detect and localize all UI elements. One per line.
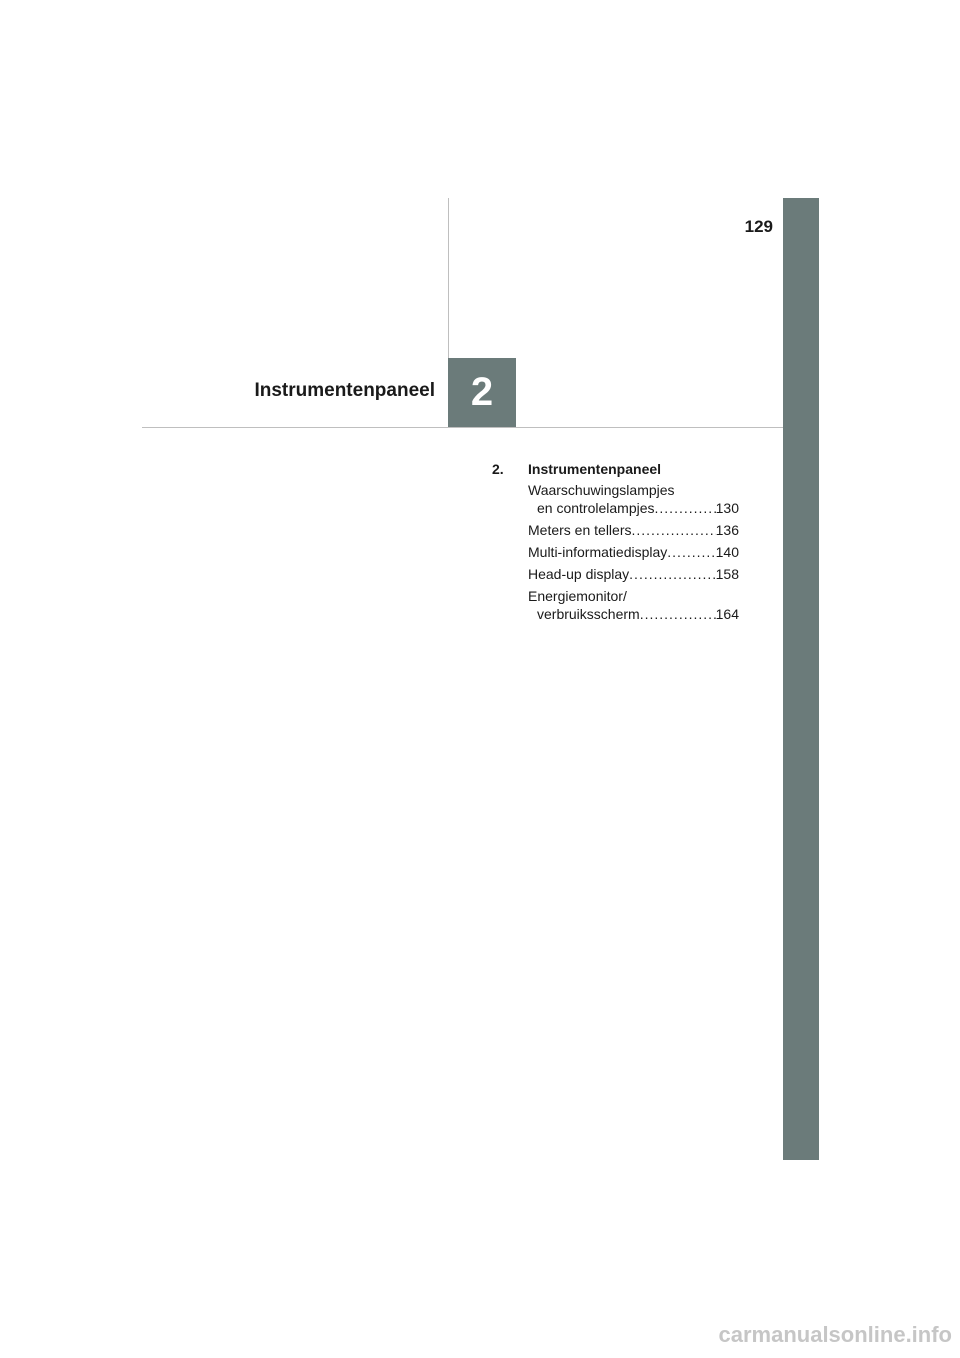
- leader-dots: [655, 499, 716, 517]
- toc-entry-warning-lamps[interactable]: [528, 481, 739, 517]
- leader-dots: [640, 605, 716, 623]
- side-chapter-tab: [783, 198, 819, 1160]
- page-number: 129: [744, 217, 773, 236]
- toc-entry-label: Energiemonitor/: [528, 588, 627, 604]
- toc-entry-label: Head-up display: [528, 566, 630, 582]
- vertical-rule: [448, 198, 449, 358]
- chapter-number: 2: [470, 370, 494, 414]
- toc-entry-label: verbruiksscherm: [537, 606, 640, 622]
- leader-dots: [629, 565, 715, 583]
- toc-entry-label: Meters en tellers: [528, 522, 632, 538]
- toc-entry-page: 136: [715, 522, 739, 538]
- toc-entry-page: 164: [715, 606, 739, 622]
- toc-entry-page: 140: [715, 544, 739, 560]
- toc-entry-page: 130: [715, 500, 739, 516]
- toc-entry-label: Waarschuwingslampjes: [528, 482, 675, 498]
- horizontal-rule: [142, 427, 783, 428]
- chapter-number-box: [448, 358, 516, 427]
- toc-entry-label: en controlelampjes: [537, 500, 655, 516]
- toc-heading-number: 2.: [492, 461, 504, 477]
- toc-heading: [492, 460, 739, 478]
- toc-entry-multi-info-display[interactable]: [528, 543, 739, 561]
- toc-entry-page: 158: [715, 566, 739, 582]
- toc-entry-energy-monitor[interactable]: [528, 587, 739, 623]
- toc-heading-title: Instrumentenpaneel: [528, 461, 662, 477]
- table-of-contents: [492, 460, 739, 627]
- watermark: carmanualsonline.info: [718, 1322, 952, 1347]
- chapter-title: Instrumentenpaneel: [254, 380, 435, 401]
- toc-entry-head-up-display[interactable]: [528, 565, 739, 583]
- leader-dots: [631, 521, 715, 539]
- toc-entry-meters[interactable]: [528, 521, 739, 539]
- toc-entry-label: Multi-informatiedisplay: [528, 544, 668, 560]
- leader-dots: [667, 543, 715, 561]
